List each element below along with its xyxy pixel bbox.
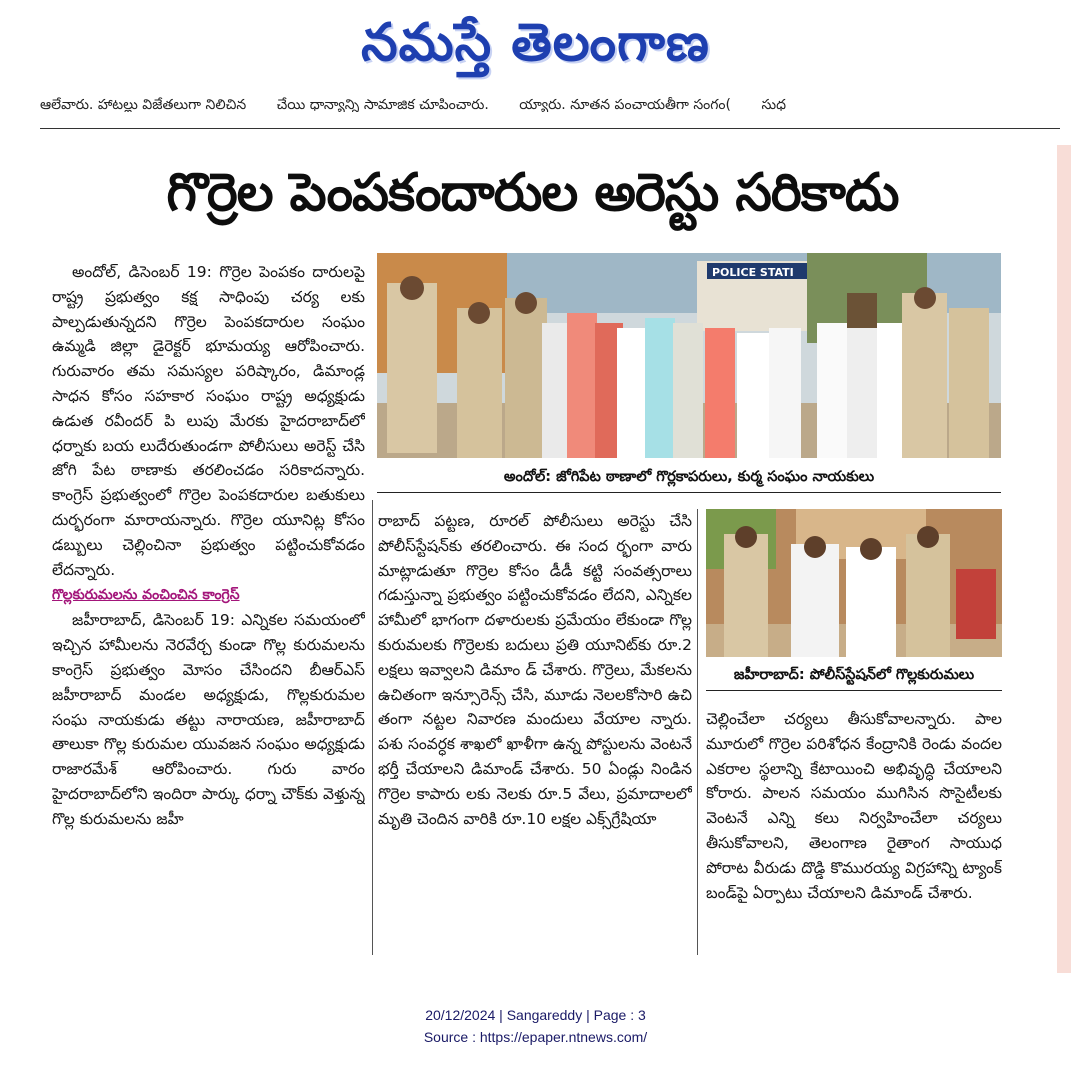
police-station-sign: POLICE STATI	[712, 266, 794, 279]
article-column-1	[52, 260, 365, 955]
strip-segment: ఆలేవారు. హాటల్లు విజేతలుగా నిలిచిన	[40, 97, 247, 112]
column-1-paragraph-1: అందోల్, డిసెంబర్ 19: గొర్రెల పెంపకం దారులపై రాష్ట్ర ప్రభుత్వం కక్ష సాధింపు చర్య లకు పాల్పడుతున్నదని గొర్రెల పెంపకదారుల సంఘం ఉమ్మడి జిల్లా డైరెక్టర్ భూమయ్య ఆరోపించారు. గురువారం తమ సమస్యల పరిష్కారం, డిమాండ్ల సాధన కోసం సహకార సంఘం రాష్ట్ర అధ్యక్షుడు ఉడుత రవీందర్ పి లుపు మేరకు హైదరాబాద్‌లో ధర్నాకు బయ లుదేరుతుండగా పోలీసులు అరెస్ట్ చేసి జోగి పేట ఠాణాకు తరలించడం సరికాదన్నారు. కాంగ్రెస్ ప్రభుత్వంలో గొర్రెల పెంపకదారుల బతుకులు దుర్భరంగా మారాయన్నారు. గొర్రెల యూనిట్ల కోసం డబ్బులు చెల్లించినా ప్రభుత్వం పట్టించుకోవడం లేదన్నారు.	[52, 263, 365, 579]
column-2-text: రాబాద్ పట్టణ, రూరల్ పోలీసులు అరెస్టు చేసి పోలీస్‌స్టేషన్‌కు తరలించారు. ఈ సంద ర్భంగా వారు మాట్లాడుతూ గొర్రెల కోసం డీడీ కట్టి సంవత్సరాలు గడుస్తున్నా ప్రభుత్వం పట్టించుకోవడం లేదని, ఎన్నికల హామీలో భాగంగా దళారులకు ప్రమేయం లేకుండా గొల్ల కురుమలకు గొర్రెలకు బదులు ప్రతి యూనిట్‌కు రూ.2 లక్షలు ఇవ్వాలని డిమాం డ్ చేశారు. గొర్రెలు, మేకలను ఉచితంగా ఇన్సూరెన్స్ చేసి, మూడు నెలలకోసారి ఉచి తంగా నట్టల నివారణ మందులు వేయాల న్నారు. పశు సంవర్ధక శాఖలో ఖాళీగా ఉన్న పోస్టులను వెంటనే భర్తీ చేయాలని డిమాండ్ చేశారు. 50 ఏండ్లు నిండిన గొర్రెల కాపారు లకు నెలకు రూ.5 వేలు, ప్రమాదాలలో మృతి చెందిన వారికి రూ.10 లక్షల ఎక్స్‌గ్రేషియా	[378, 512, 692, 828]
article-column-3	[706, 707, 1002, 955]
strip-segment: చేయి ధాన్యాన్ని సామాజిక చూపించారు.	[276, 97, 489, 112]
column-divider-2	[697, 509, 698, 955]
strip-segment: య్యారు. నూతన పంచాయతీగా సంగం(	[519, 97, 731, 112]
masthead-title: నమస్తే తెలంగాణ	[361, 12, 710, 73]
column-1-paragraph-2: జహీరాబాద్, డిసెంబర్ 19: ఎన్నికల సమయంలో ఇచ్చిన హామీలను నెరవేర్చ కుండా గొల్ల కురుమలను కాంగ్రెస్ ప్రభుత్వం మోసం చేసిందని బీఆర్ఎస్ జహీరాబాద్ మండల అధ్యక్షుడు, గొల్లకురుమల సంఘ నాయకుడు తట్టు నారాయణ, జహీరాబాద్ తాలుకా గొల్ల కురుమల యువజన సంఘం అధ్యక్షుడు రాజారమేశ్ ఆరోపించారు. గురు వారం హైదరాబాద్‌లోని ఇందిరా పార్కు ధర్నా చౌక్‌కు వెళ్తున్న గొల్ల కురుమలను జహీ	[52, 611, 365, 828]
footer-date-edition-page: 20/12/2024 | Sangareddy | Page : 3	[425, 1007, 646, 1023]
footer-source-link[interactable]: Source : https://epaper.ntnews.com/	[423, 1029, 648, 1045]
article-headline: గొర్రెల పెంపకందారుల అరెస్టు సరికాదు	[166, 163, 899, 223]
photo-zaheerabad-police-station	[706, 509, 1002, 657]
strip-segment: సుధ	[761, 97, 787, 112]
photo-2-illustration	[706, 509, 1002, 657]
article-subheading: గొల్లకురుమలను వంచించిన కాంగ్రెస్	[52, 587, 240, 604]
clipped-text-strip	[40, 94, 1071, 112]
top-rule	[40, 128, 1060, 129]
photo-andole-police-station	[377, 253, 1001, 458]
column-3-text: చెల్లించేలా చర్యలు తీసుకోవాలన్నారు. పాల మూరులో గొర్రెల పరిశోధన కేంద్రానికి రెండు వందల ఎకరాల స్థలాన్ని కేటాయించి అభివృద్ధి చేయాలని కోరారు. పాలన సమయం ముగిసిన సొసైటీలకు వెంటనే ఎన్ని కలు నిర్వహించేలా చర్యలు తీసుకోవాలని, తెలంగాణ రైతాంగ సాయుధ పోరాట వీరుడు దొడ్డి కొమురయ్య విగ్రహాన్ని ట్యాంక్ బండ్‌పై ఏర్పాటు చేయాలని డిమాండ్ చేశారు.	[706, 710, 1002, 902]
photo-1-illustration	[377, 253, 1001, 458]
photo-1-caption: అందోల్: జోగిపేట ఠాణాలో గొర్లకాపరులు, కుర్మ సంఘం నాయకులు	[377, 462, 1001, 493]
article-column-2	[378, 509, 692, 955]
side-pink-bar	[1057, 145, 1071, 973]
photo-2-caption: జహీరాబాద్: పోలీస్‌స్టేషన్‌లో గొల్లకురుమలు	[706, 660, 1002, 691]
column-divider	[372, 500, 373, 955]
